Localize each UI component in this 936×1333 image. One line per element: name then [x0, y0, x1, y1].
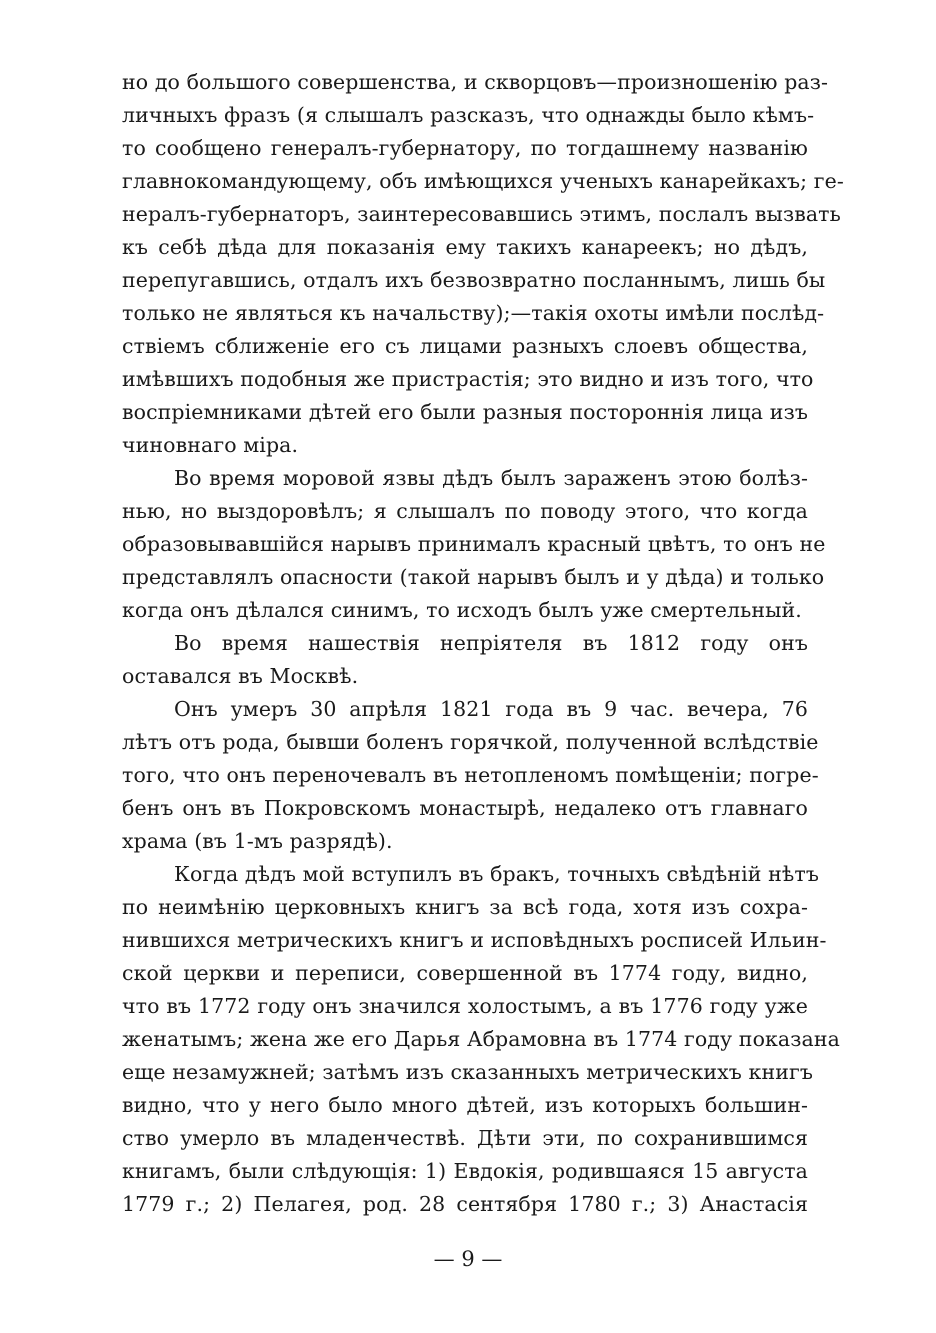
text-line: воспріемниками дѣтей его были разныя постороннія лица изъ [122, 400, 808, 424]
text-line: Во время нашествія непріятеля въ 1812 году онъ [174, 631, 808, 655]
text-line: того, что онъ переночевалъ въ нетопленомъ помѣщеніи; погре- [122, 763, 819, 787]
text-line: но до большого совершенства, и скворцовъ—произношенію раз- [122, 70, 829, 94]
text-line: нившихся метрическихъ книгъ и исповѣдныхъ росписей Ильин- [122, 928, 827, 952]
page-text-block [122, 66, 844, 1221]
text-line: то сообщено генералъ-губернатору, по тогдашнему названію [122, 136, 808, 160]
text-line: когда онъ дѣлался синимъ, то исходъ былъ уже смертельный. [122, 598, 802, 622]
body-text [122, 66, 844, 1221]
text-line: видно, что у него было много дѣтей, изъ которыхъ большин- [122, 1093, 808, 1117]
text-line: что въ 1772 году онъ значился холостымъ, а въ 1776 году уже [122, 994, 808, 1018]
text-line: ской церкви и переписи, совершенной въ 1774 году, видно, [122, 961, 808, 985]
text-line: еще незамужней; затѣмъ изъ сказанныхъ метрическихъ книгъ [122, 1060, 813, 1084]
text-line: Когда дѣдъ мой вступилъ въ бракъ, точныхъ свѣдѣній нѣтъ [174, 862, 819, 886]
text-line: храма (въ 1-мъ разрядѣ). [122, 829, 393, 853]
text-line: Онъ умеръ 30 апрѣля 1821 года въ 9 час. вечера, 76 [174, 697, 808, 721]
text-line: бенъ онъ въ Покровскомъ монастырѣ, недалеко отъ главнаго [122, 796, 808, 820]
text-line: ство умерло въ младенчествѣ. Дѣти эти, по сохранившимся [122, 1126, 808, 1150]
text-line: нью, но выздоровѣлъ; я слышалъ по поводу этого, что когда [122, 499, 808, 523]
paragraph [122, 627, 808, 693]
text-line: книгамъ, были слѣдующія: 1) Евдокія, родившаяся 15 августа [122, 1159, 808, 1183]
page-number: — 9 — [433, 1247, 503, 1271]
paragraph [122, 693, 819, 858]
text-line: имѣвшихъ подобныя же пристрастія; это видно и изъ того, что [122, 367, 814, 391]
text-line: ствіемъ сближеніе его съ лицами разныхъ слоевъ общества, [122, 334, 808, 358]
text-line: представлялъ опасности (такой нарывъ былъ и у дѣда) и только [122, 565, 825, 589]
text-line: личныхъ фразъ (я слышалъ разсказъ, что однажды было кѣмъ- [122, 103, 815, 127]
text-line: по неимѣнію церковныхъ книгъ за всѣ года, хотя изъ сохра- [122, 895, 808, 919]
paragraph [122, 462, 826, 627]
text-line: главнокомандующему, объ имѣющихся ученыхъ канарейкахъ; ге- [122, 169, 844, 193]
text-line: къ себѣ дѣда для показанія ему такихъ канареекъ; но дѣдъ, [122, 235, 808, 259]
text-line: 1779 г.; 2) Пелагея, род. 28 сентября 1780 г.; 3) Анастасія [122, 1192, 808, 1216]
text-line: перепугавшись, отдалъ ихъ безвозвратно посланнымъ, лишь бы [122, 268, 826, 292]
text-line: женатымъ; жена же его Дарья Абрамовна въ 1774 году показана [122, 1027, 840, 1051]
paragraph [122, 858, 840, 1221]
text-line: Во время моровой язвы дѣдъ былъ зараженъ этою болѣз- [174, 466, 808, 490]
paragraph [122, 66, 844, 462]
text-line: нералъ-губернаторъ, заинтересовавшись этимъ, послалъ вызвать [122, 202, 841, 226]
text-line: лѣтъ отъ рода, бывши боленъ горячкой, полученной вслѣдствіе [122, 730, 819, 754]
text-line: образовывавшійся нарывъ принималъ красный цвѣтъ, то онъ не [122, 532, 826, 556]
text-line: чиновнаго міра. [122, 433, 299, 457]
text-line: оставался въ Москвѣ. [122, 664, 359, 688]
text-line: только не являться къ начальству);—такія охоты имѣли послѣд- [122, 301, 825, 325]
